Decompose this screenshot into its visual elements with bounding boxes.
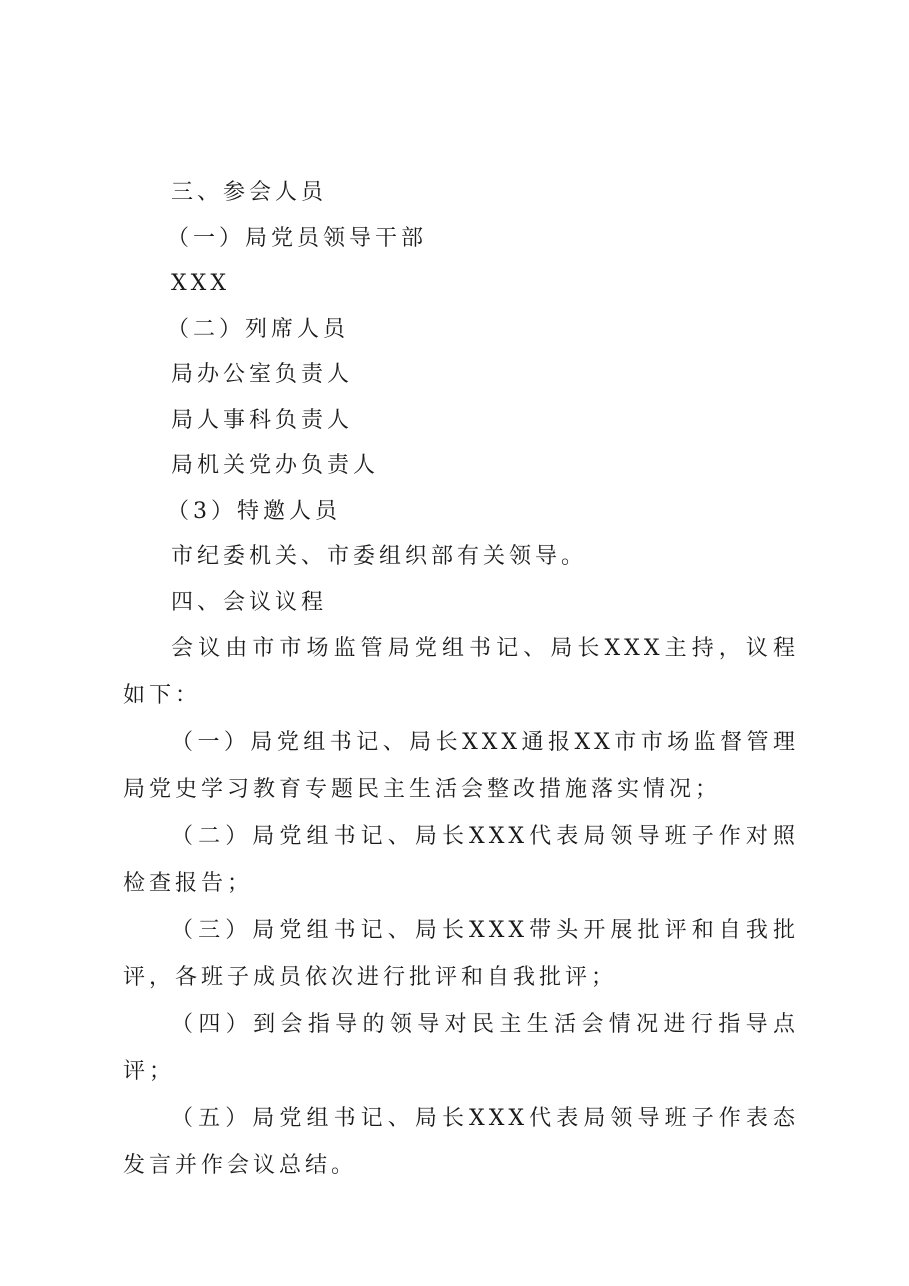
section-agenda-heading: 四、会议议程	[171, 589, 328, 615]
agenda-item-1: （一）局党组书记、局长XXX通报XX市市场监督管理局党史学习教育专题民主生活会整改措施落实情况；	[123, 730, 799, 802]
participants-attendee-office: 局办公室负责人	[171, 362, 354, 387]
participants-group-leaders-title: （一）局党员领导干部	[167, 225, 428, 251]
agenda-item-5: （五）局党组书记、局长XXX代表局领导班子作表态发言并作会议总结。	[123, 1106, 799, 1178]
participants-group-attendees-title: （二）列席人员	[167, 316, 350, 342]
participants-group-leaders-member: XXX	[171, 271, 230, 296]
agenda-item-2: （二）局党组书记、局长XXX代表局领导班子作对照检查报告；	[123, 824, 799, 896]
participants-invited-member: 市纪委机关、市委组织部有关领导。	[171, 544, 588, 569]
document-body	[123, 170, 799, 1189]
section-participants-heading: 三、参会人员	[171, 180, 328, 205]
participants-attendee-party-office: 局机关党办负责人	[171, 453, 380, 478]
agenda-item-4: （四）到会指导的领导对民主生活会情况进行指导点评；	[123, 1012, 799, 1084]
agenda-intro: 会议由市市场监管局党组书记、局长XXX主持，议程如下：	[123, 636, 799, 708]
participants-group-invited-title: （3）特邀人员	[167, 498, 341, 524]
participants-attendee-personnel: 局人事科负责人	[171, 407, 354, 433]
agenda-item-3: （三）局党组书记、局长XXX带头开展批评和自我批评，各班子成员依次进行批评和自我批评；	[123, 918, 799, 990]
